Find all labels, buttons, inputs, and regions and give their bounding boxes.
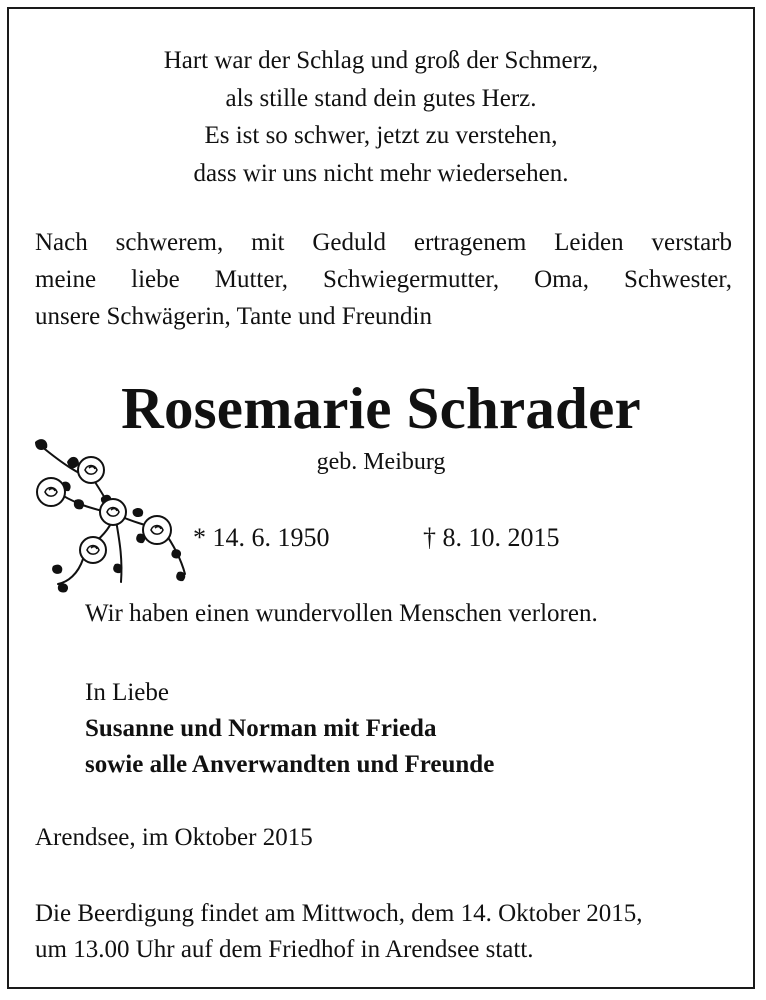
death-date: † 8. 10. 2015 [423, 523, 560, 552]
funeral-info [35, 896, 643, 968]
funeral-line: um 13.00 Uhr auf dem Friedhof in Arendsee statt. [35, 936, 534, 963]
poem-line: Hart war der Schlag und groß der Schmerz, [163, 47, 599, 74]
deceased-name: Rosemarie Schrader [121, 375, 641, 441]
poem-line: als stille stand dein gutes Herz. [225, 84, 537, 112]
intro-line: meine liebe Mutter, Schwiegermutter, Oma, Schwester, [35, 266, 732, 293]
signers [85, 675, 494, 783]
intro-line: Nach schwerem, mit Geduld ertragenem Leiden verstarb [35, 229, 732, 256]
signers-line: Susanne und Norman mit Frieda [85, 715, 437, 742]
lost-line: Wir haben einen wundervollen Menschen verloren. [85, 600, 598, 627]
poem-line: dass wir uns nicht mehr wiedersehen. [193, 159, 569, 187]
funeral-line: Die Beerdigung findet am Mittwoch, dem 14. Oktober 2015, [35, 900, 643, 927]
intro-line: unsere Schwägerin, Tante und Freundin [35, 303, 432, 330]
birth-date: * 14. 6. 1950 [193, 523, 330, 552]
obituary-notice [7, 7, 755, 989]
signers-line: sowie alle Anverwandten und Freunde [85, 751, 495, 778]
poem [9, 42, 753, 192]
signers-intro: In Liebe [85, 679, 169, 706]
place-date: Arendsee, im Oktober 2015 [35, 824, 313, 851]
intro-text [35, 224, 732, 335]
maiden-name: geb. Meiburg [316, 449, 446, 475]
roses-icon [23, 434, 193, 594]
poem-line: Es ist so schwer, jetzt zu verstehen, [204, 122, 558, 149]
